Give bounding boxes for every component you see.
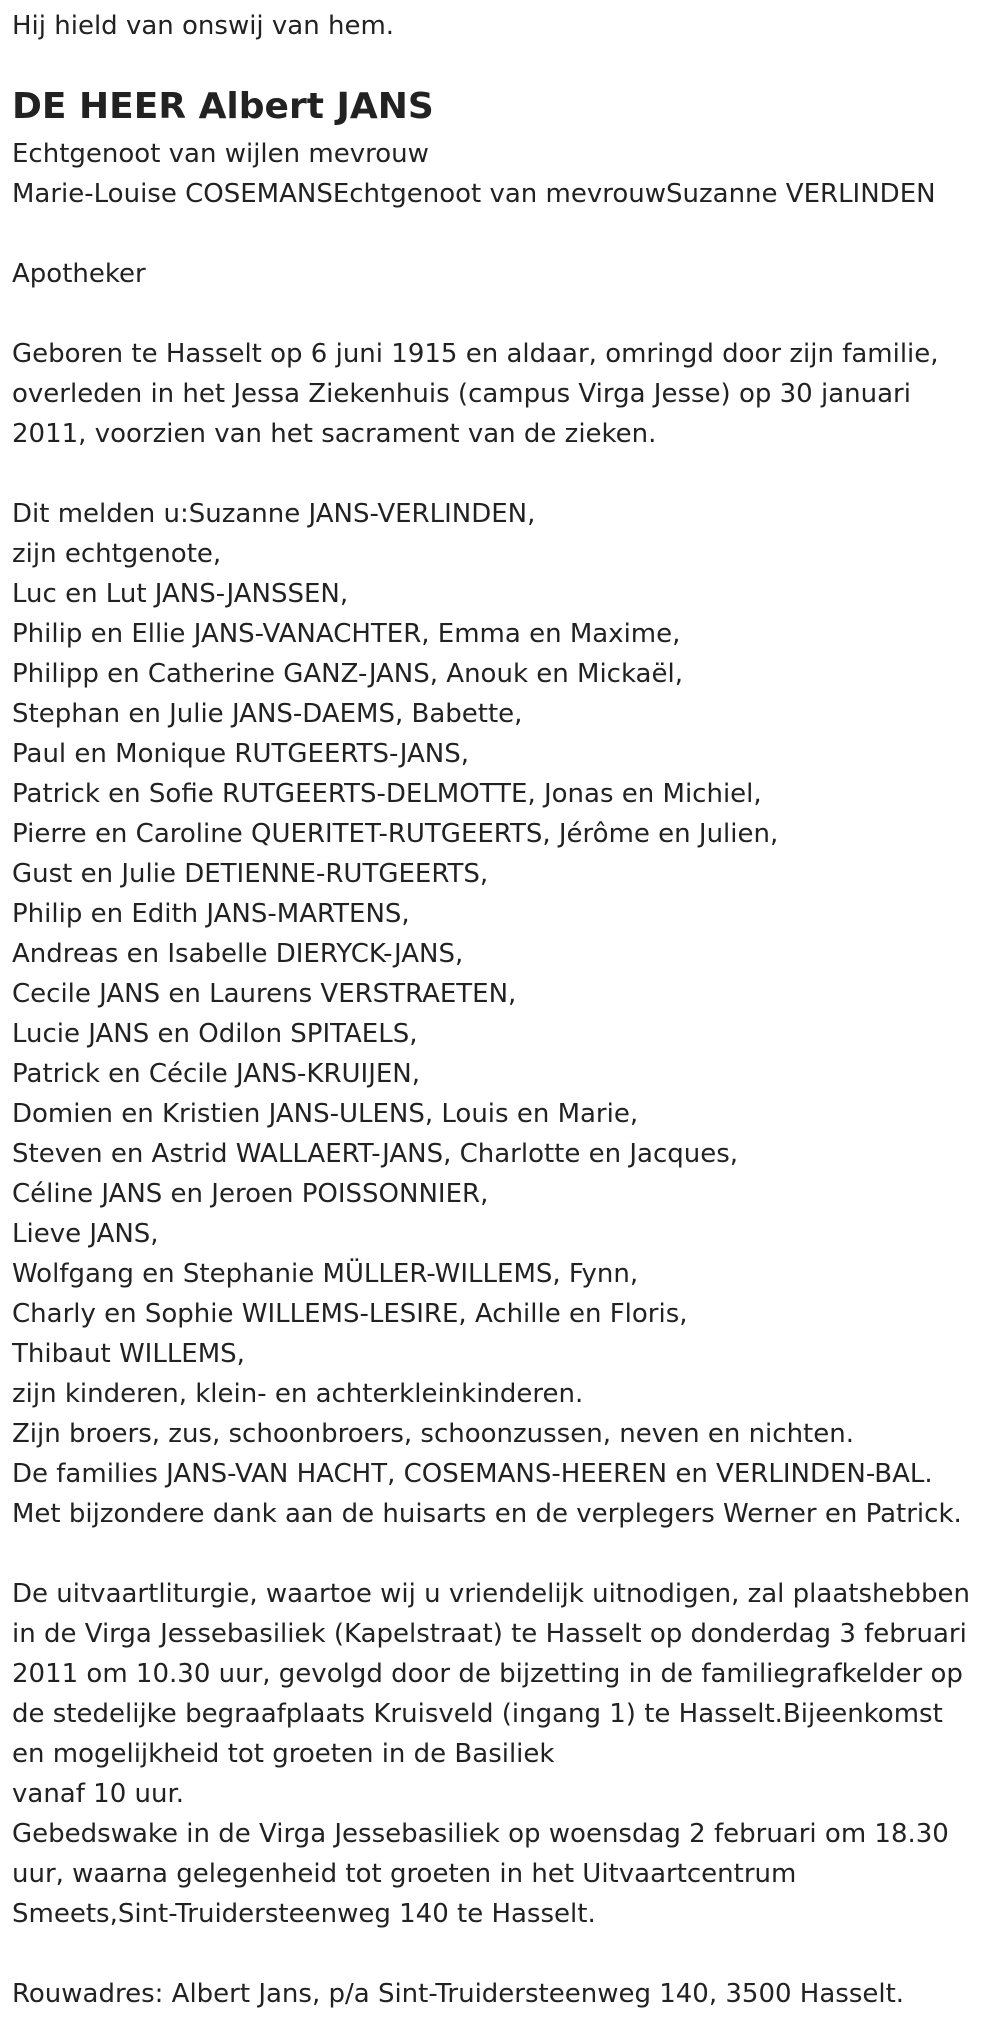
funeral-line: uur, waarna gelegenheid tot groeten in het Uitvaartcentrum [12, 1859, 797, 1889]
family-block [12, 494, 962, 1534]
funeral-line: De uitvaartliturgie, waartoe wij u vriendelijk uitnodigen, zal plaatshebben [12, 1579, 970, 1609]
family-line: Andreas en Isabelle DIERYCK-JANS, [12, 939, 464, 969]
family-line: Lieve JANS, [12, 1219, 159, 1249]
family-line: Cecile JANS en Laurens VERSTRAETEN, [12, 979, 517, 1009]
birth-death-line: Geboren te Hasselt op 6 juni 1915 en aldaar, omringd door zijn familie, [12, 339, 939, 369]
funeral-line: in de Virga Jessebasiliek (Kapelstraat) te Hasselt op donderdag 3 februari [12, 1619, 967, 1649]
family-line: Céline JANS en Jeroen POISSONNIER, [12, 1179, 489, 1209]
family-line: zijn kinderen, klein- en achterkleinkinderen. [12, 1379, 584, 1409]
family-line: Gust en Julie DETIENNE-RUTGEERTS, [12, 859, 489, 889]
funeral-line: Smeets,Sint-Truidersteenweg 140 te Hasselt. [12, 1899, 596, 1929]
family-line: Met bijzondere dank aan de huisarts en de verplegers Werner en Patrick. [12, 1499, 962, 1529]
funeral-line: Gebedswake in de Virga Jessebasiliek op woensdag 2 februari om 18.30 [12, 1819, 949, 1849]
birth-death-block [12, 334, 939, 454]
spouse-line: Echtgenoot van wijlen mevrouw [12, 139, 429, 169]
family-line: Philip en Edith JANS-MARTENS, [12, 899, 410, 929]
family-line: Domien en Kristien JANS-ULENS, Louis en Marie, [12, 1099, 639, 1129]
family-line: Luc en Lut JANS-JANSSEN, [12, 579, 349, 609]
family-line: Philip en Ellie JANS-VANACHTER, Emma en Maxime, [12, 619, 681, 649]
family-line: Wolfgang en Stephanie MÜLLER-WILLEMS, Fynn, [12, 1259, 639, 1289]
funeral-line: 2011 om 10.30 uur, gevolgd door de bijzetting in de familiegrafkelder op [12, 1659, 963, 1689]
family-line: Zijn broers, zus, schoonbroers, schoonzussen, neven en nichten. [12, 1419, 854, 1449]
intro-line: Hij hield van onswij van hem. [12, 11, 395, 41]
profession-block [12, 254, 146, 294]
family-line: Dit melden u:Suzanne JANS-VERLINDEN, [12, 499, 536, 529]
family-line: Lucie JANS en Odilon SPITAELS, [12, 1019, 418, 1049]
family-line: zijn echtgenote, [12, 539, 222, 569]
address-line: Rouwadres: Albert Jans, p/a Sint-Truidersteenweg 140, 3500 Hasselt. [12, 1979, 905, 2009]
funeral-line: en mogelijkheid tot groeten in de Basiliek [12, 1739, 555, 1769]
funeral-line: vanaf 10 uur. [12, 1779, 185, 1809]
family-line: Pierre en Caroline QUERITET-RUTGEERTS, Jérôme en Julien, [12, 819, 779, 849]
spouse-line: Marie-Louise COSEMANSEchtgenoot van mevrouwSuzanne VERLINDEN [12, 179, 936, 209]
family-line: De families JANS-VAN HACHT, COSEMANS-HEEREN en VERLINDEN-BAL. [12, 1459, 933, 1489]
profession-line: Apotheker [12, 259, 146, 289]
funeral-block [12, 1574, 970, 1934]
family-line: Patrick en Sofie RUTGEERTS-DELMOTTE, Jonas en Michiel, [12, 779, 762, 809]
address-block [12, 1974, 904, 2014]
birth-death-line: overleden in het Jessa Ziekenhuis (campus Virga Jesse) op 30 januari [12, 379, 911, 409]
family-line: Philipp en Catherine GANZ-JANS, Anouk en Mickaël, [12, 659, 683, 689]
funeral-line: de stedelijke begraafplaats Kruisveld (ingang 1) te Hasselt.Bijeenkomst [12, 1699, 943, 1729]
family-line: Charly en Sophie WILLEMS-LESIRE, Achille en Floris, [12, 1299, 688, 1329]
page-title: DE HEER Albert JANS [12, 86, 434, 127]
family-line: Stephan en Julie JANS-DAEMS, Babette, [12, 699, 523, 729]
family-line: Patrick en Cécile JANS-KRUIJEN, [12, 1059, 421, 1089]
family-line: Paul en Monique RUTGEERTS-JANS, [12, 739, 470, 769]
family-line: Steven en Astrid WALLAERT-JANS, Charlotte en Jacques, [12, 1139, 739, 1169]
birth-death-line: 2011, voorzien van het sacrament van de zieken. [12, 419, 657, 449]
spouse-block [12, 134, 936, 214]
family-line: Thibaut WILLEMS, [12, 1339, 245, 1369]
